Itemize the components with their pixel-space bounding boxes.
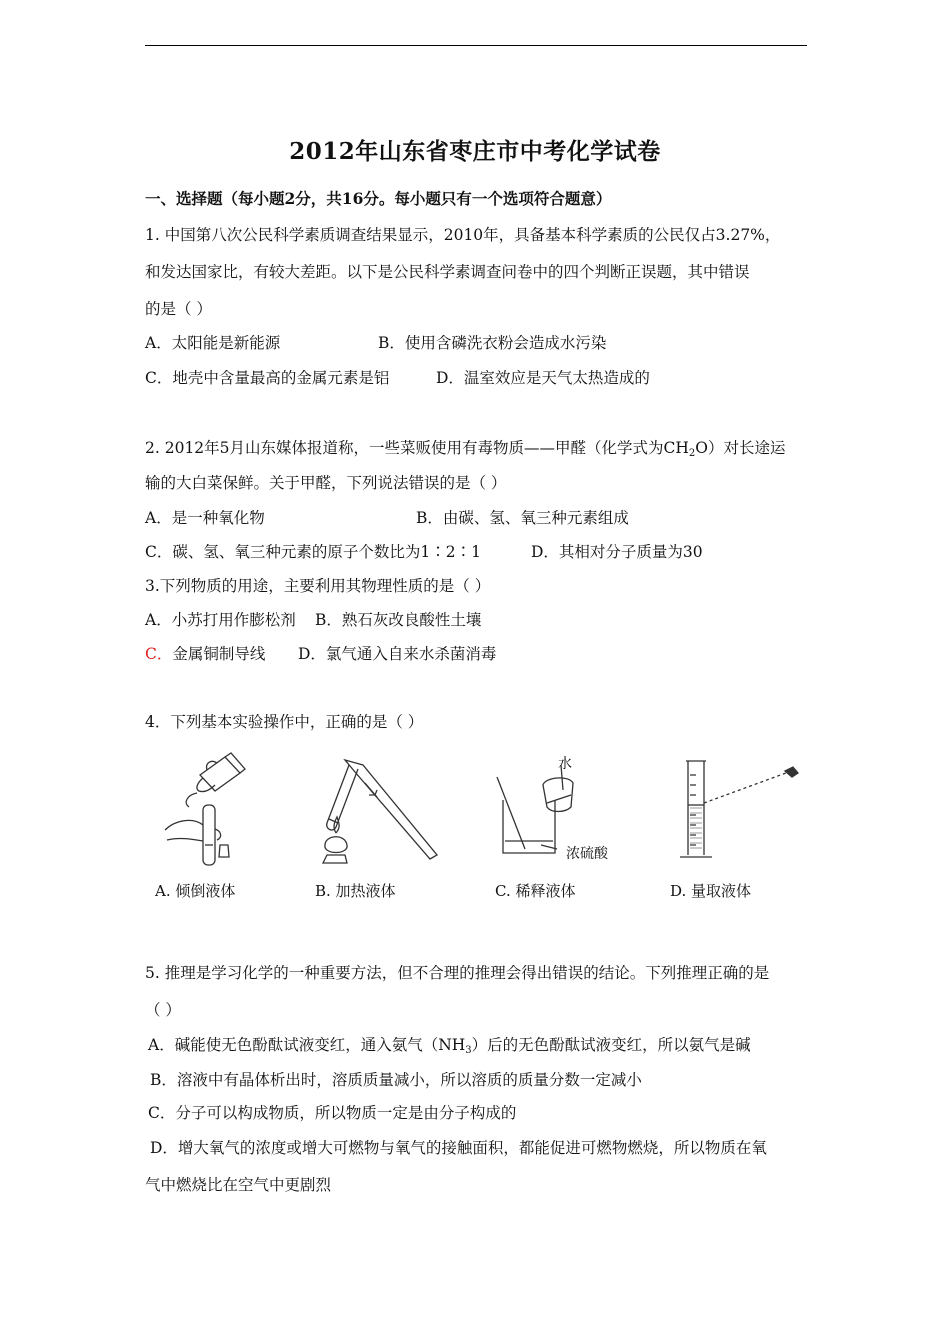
figure-d-caption: D. 量取液体 xyxy=(670,882,752,900)
q1-stem-line2: 和发达国家比，有较大差距。以下是公民科学素调查问卷中的四个判断正误题，其中错误 xyxy=(145,263,750,281)
q2-option-a: A．是一种氧化物 xyxy=(145,509,265,527)
header-rule xyxy=(145,45,807,46)
q2-stem-line1: 2. 2012年5月山东媒体报道称，一些菜贩使用有毒物质——甲醛（化学式为$CH_2O$）对长途运 xyxy=(145,439,786,459)
figure-c-caption: C. 稀释液体 xyxy=(495,882,576,900)
figure-heat-liquid xyxy=(305,745,455,905)
q3-option-c: C．金属铜制导线 xyxy=(145,645,266,663)
measure-liquid-drawing xyxy=(660,745,810,880)
section-heading: 一、选择题（每小题2分，共16分。每小题只有一个选项符合题意） xyxy=(145,189,612,208)
pour-liquid-drawing xyxy=(145,745,295,880)
figure-a-caption: A. 倾倒液体 xyxy=(155,882,236,900)
q3-option-c-letter: C． xyxy=(145,645,173,663)
q5-option-a: A．碱能使无色酚酞试液变红，通入氨气$(NH_3)$后的无色酚酞试液变红，所以氨气是碱 xyxy=(148,1036,751,1056)
q1-option-c: C．地壳中含量最高的金属元素是铝 xyxy=(145,369,390,387)
q5-option-b: B．溶液中有晶体析出时，溶质质量减小，所以溶质的质量分数一定减小 xyxy=(150,1071,642,1089)
q2-option-d: D．其相对分子质量为30 xyxy=(531,543,703,561)
q3-stem: 3.下列物质的用途，主要利用其物理性质的是（ ） xyxy=(145,577,491,595)
figure-measure-liquid xyxy=(660,745,810,905)
q1-stem-line1: 1. 中国第八次公民科学素质调查结果显示，2010年，具备基本科学素质的公民仅占3.27%， xyxy=(145,226,781,244)
q1-stem-line3: 的是（ ） xyxy=(145,300,212,318)
q5-stem-line2: （ ） xyxy=(145,1001,181,1019)
q1-option-d: D．温室效应是天气太热造成的 xyxy=(436,369,650,387)
q1-option-b: B．使用含磷洗衣粉会造成水污染 xyxy=(378,334,607,352)
q4-figures xyxy=(145,745,805,905)
q5-option-c: C．分子可以构成物质，所以物质一定是由分子构成的 xyxy=(148,1104,517,1122)
heat-liquid-drawing xyxy=(305,745,455,880)
q3-option-b: B．熟石灰改良酸性土壤 xyxy=(315,611,482,629)
q2-stem-line2: 输的大白菜保鲜。关于甲醛，下列说法错误的是（ ） xyxy=(145,474,507,492)
q5-stem-line1: 5. 推理是学习化学的一种重要方法，但不合理的推理会得出错误的结论。下列推理正确的是 xyxy=(145,964,770,982)
q5-option-d-line2: 气中燃烧比在空气中更剧烈 xyxy=(145,1176,332,1194)
page-title: 2012年山东省枣庄市中考化学试卷 xyxy=(289,138,661,165)
q2-option-b: B．由碳、氢、氧三种元素组成 xyxy=(416,509,629,527)
q2-option-c: C．碳、氢、氧三种元素的原子个数比为1∶2∶1 xyxy=(145,543,481,561)
q1-option-a: A．太阳能是新能源 xyxy=(145,334,281,352)
figure-b-caption: B. 加热液体 xyxy=(315,882,396,900)
q5-option-d-line1: D．增大氧气的浓度或增大可燃物与氧气的接触面积，都能促进可燃物燃烧，所以物质在氧 xyxy=(150,1139,767,1157)
label-conc-sulfuric-acid: 浓硫酸 xyxy=(566,846,608,862)
q3-option-d: D．氯气通入自来水杀菌消毒 xyxy=(298,645,497,663)
q4-stem: 4．下列基本实验操作中，正确的是（ ） xyxy=(145,713,424,731)
q3-option-a: A．小苏打用作膨松剂 xyxy=(145,611,296,629)
label-water: 水 xyxy=(558,756,572,772)
figure-dilute-liquid xyxy=(485,745,635,905)
figure-pour-liquid xyxy=(145,745,295,905)
